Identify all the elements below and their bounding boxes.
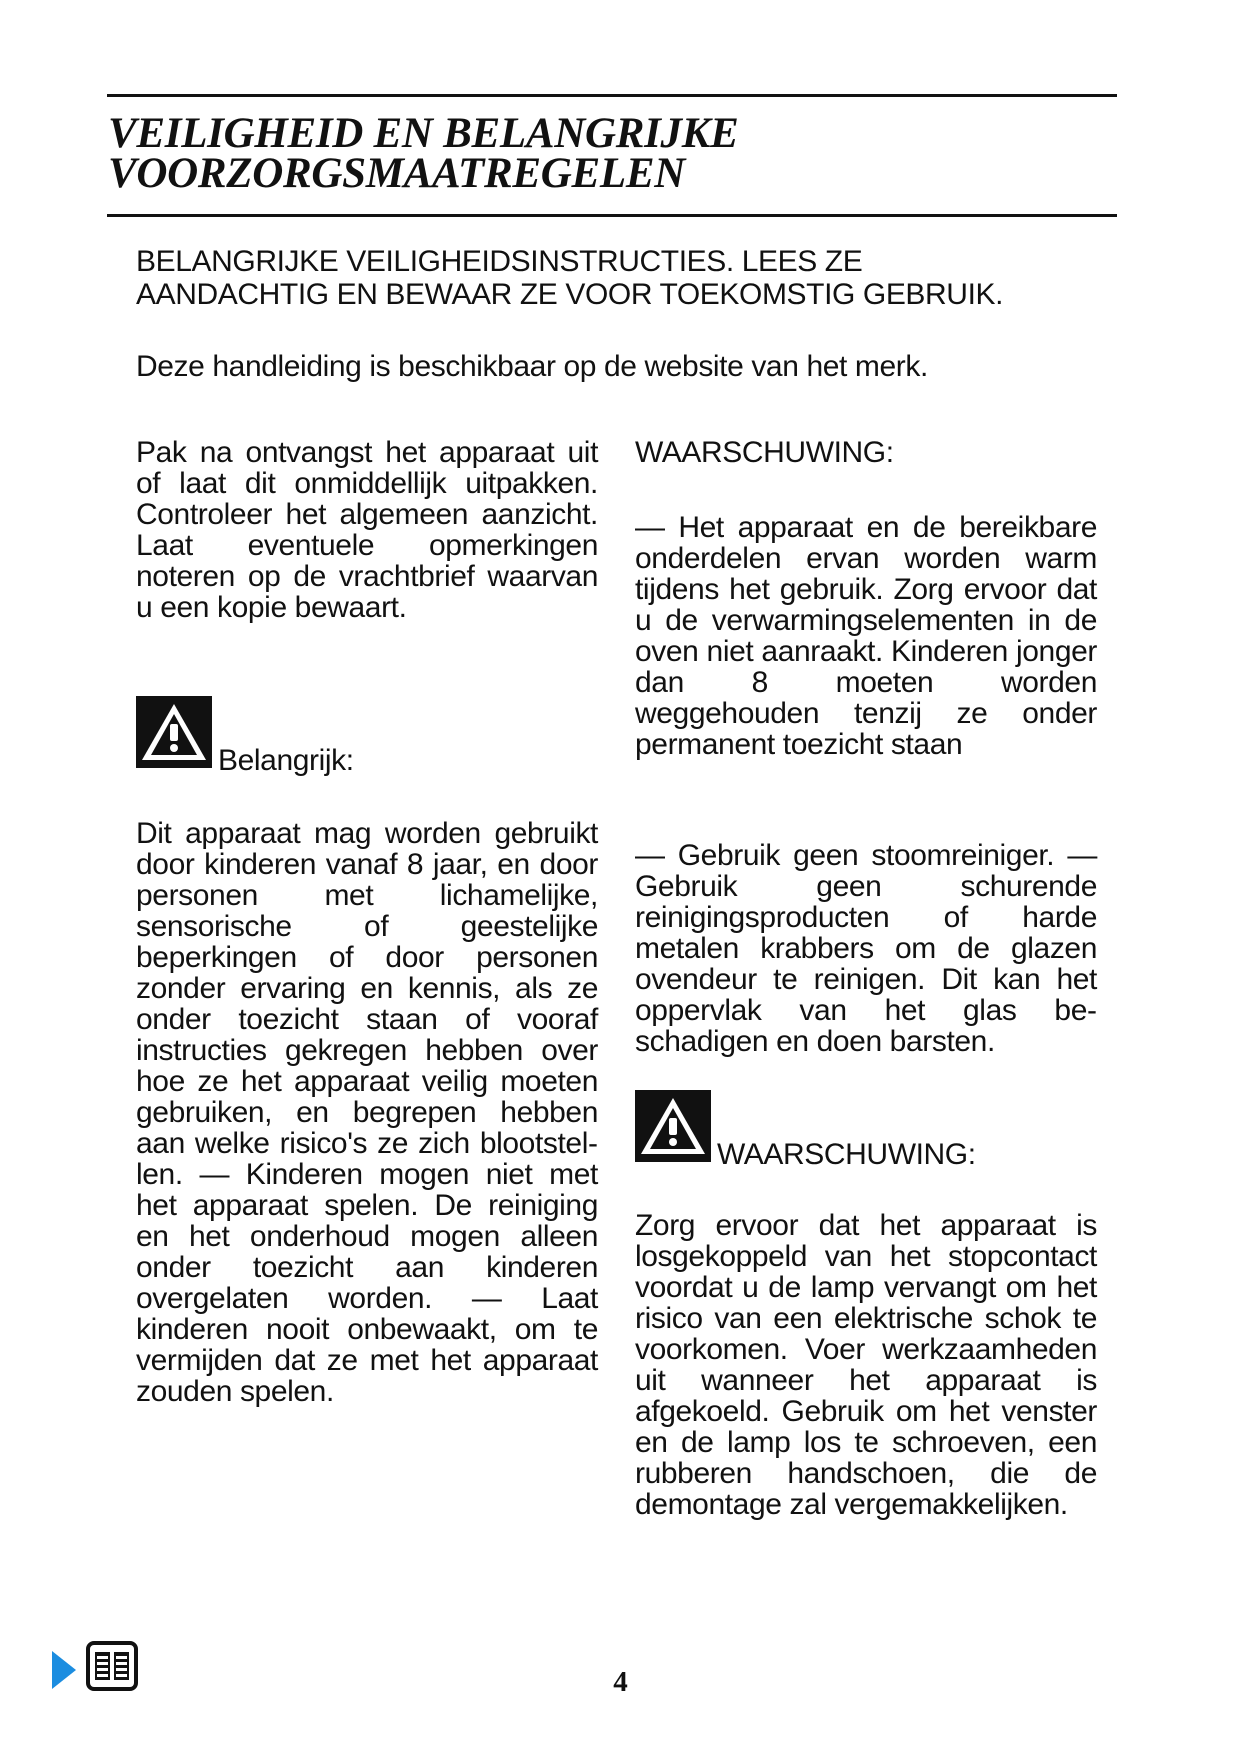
warning-hot-paragraph	[635, 512, 1097, 760]
warning-label: WAARSCHUWING:	[717, 1138, 976, 1171]
warning-lamp-paragraph	[635, 1210, 1097, 1520]
important-label: Belangrijk:	[218, 744, 354, 777]
warning-cleaning-text: — Gebruik geen stoomreiniger. — Gebruik geen schurende reinigingsproducten of harde metalen krabbers om de glazen ovendeur te reinigen. Dit kan het oppervlak van het glas beschadigen en doen barsten.	[635, 839, 1097, 1058]
receipt-paragraph	[136, 437, 598, 623]
warning-cleaning-paragraph	[635, 840, 1097, 1057]
receipt-text: Pak na ontvangst het apparaat uit of laat dit onmiddellijk uitpakken. Controleer het algemeen aanzicht. Laat eventuele opmerkingen noteren op de vrachtbrief waarvan u een kopie bewaart.	[136, 436, 598, 624]
page-title-line-1: VEILIGHEID EN BELANGRIJKE	[108, 110, 739, 157]
warning-triangle-icon	[136, 696, 212, 768]
safety-instructions-heading	[136, 245, 1126, 311]
page-number: 4	[613, 1666, 628, 1698]
availability-note: Deze handleiding is beschikbaar op de website van het merk.	[136, 350, 928, 383]
warning-callout	[635, 1090, 1035, 1170]
top-rule	[107, 94, 1117, 97]
title-bottom-rule	[107, 214, 1117, 217]
important-text: Dit apparaat mag worden gebruikt door kinderen vanaf 8 jaar, en door personen met lichamelijke, sensorische of geestelijke beperkingen of door personen zonder ervaring en kennis, als ze onder toezicht staan of vooraf instructies gekregen hebben over hoe ze het apparaat veilig moeten gebruiken, en begrepen hebben aan welke risico's ze zich blootstellen. — Kinderen mogen niet met het apparaat spelen. De reiniging en het onderhoud mogen alleen onder toezicht aan kinderen overgelaten worden. — Laat kinderen nooit onbewaakt, om te vermijden dat ze met het apparaat zouden spelen.	[136, 817, 598, 1408]
important-callout	[136, 696, 536, 776]
page-title-line-2: VOORZORGSMAATREGELEN	[108, 150, 686, 197]
page-title	[108, 110, 1108, 197]
important-paragraph	[136, 818, 598, 1407]
warning-triangle-icon	[635, 1090, 711, 1162]
safety-instructions-line-1: BELANGRIJKE VEILIGHEIDSINSTRUCTIES. LEES ZE	[136, 245, 863, 278]
warning-hot-text: — Het apparaat en de bereikbare onderdelen ervan worden warm tijdens het gebruik. Zorg ervoor dat u de verwarmingselementen in de oven niet aanraakt. Kinderen jonger dan 8 moeten worden weggehouden tenzij ze onder permanent toezicht staan	[635, 511, 1097, 761]
warning-lamp-text: Zorg ervoor dat het apparaat is losgekoppeld van het stopcontact voordat u de lamp vervangt om het risico van een elektrische schok te voorkomen. Voer werkzaamheden uit wanneer het apparaat is afgekoeld. Gebruik om het venster en de lamp los te schroeven, een rubberen handschoen, die de demontage zal vergemakkelijken.	[635, 1209, 1097, 1521]
warning-heading-text: WAARSCHUWING:	[635, 436, 894, 469]
warning-heading	[635, 437, 1097, 468]
safety-instructions-line-2: AANDACHTIG EN BEWAAR ZE VOOR TOEKOMSTIG GEBRUIK.	[136, 278, 1004, 311]
